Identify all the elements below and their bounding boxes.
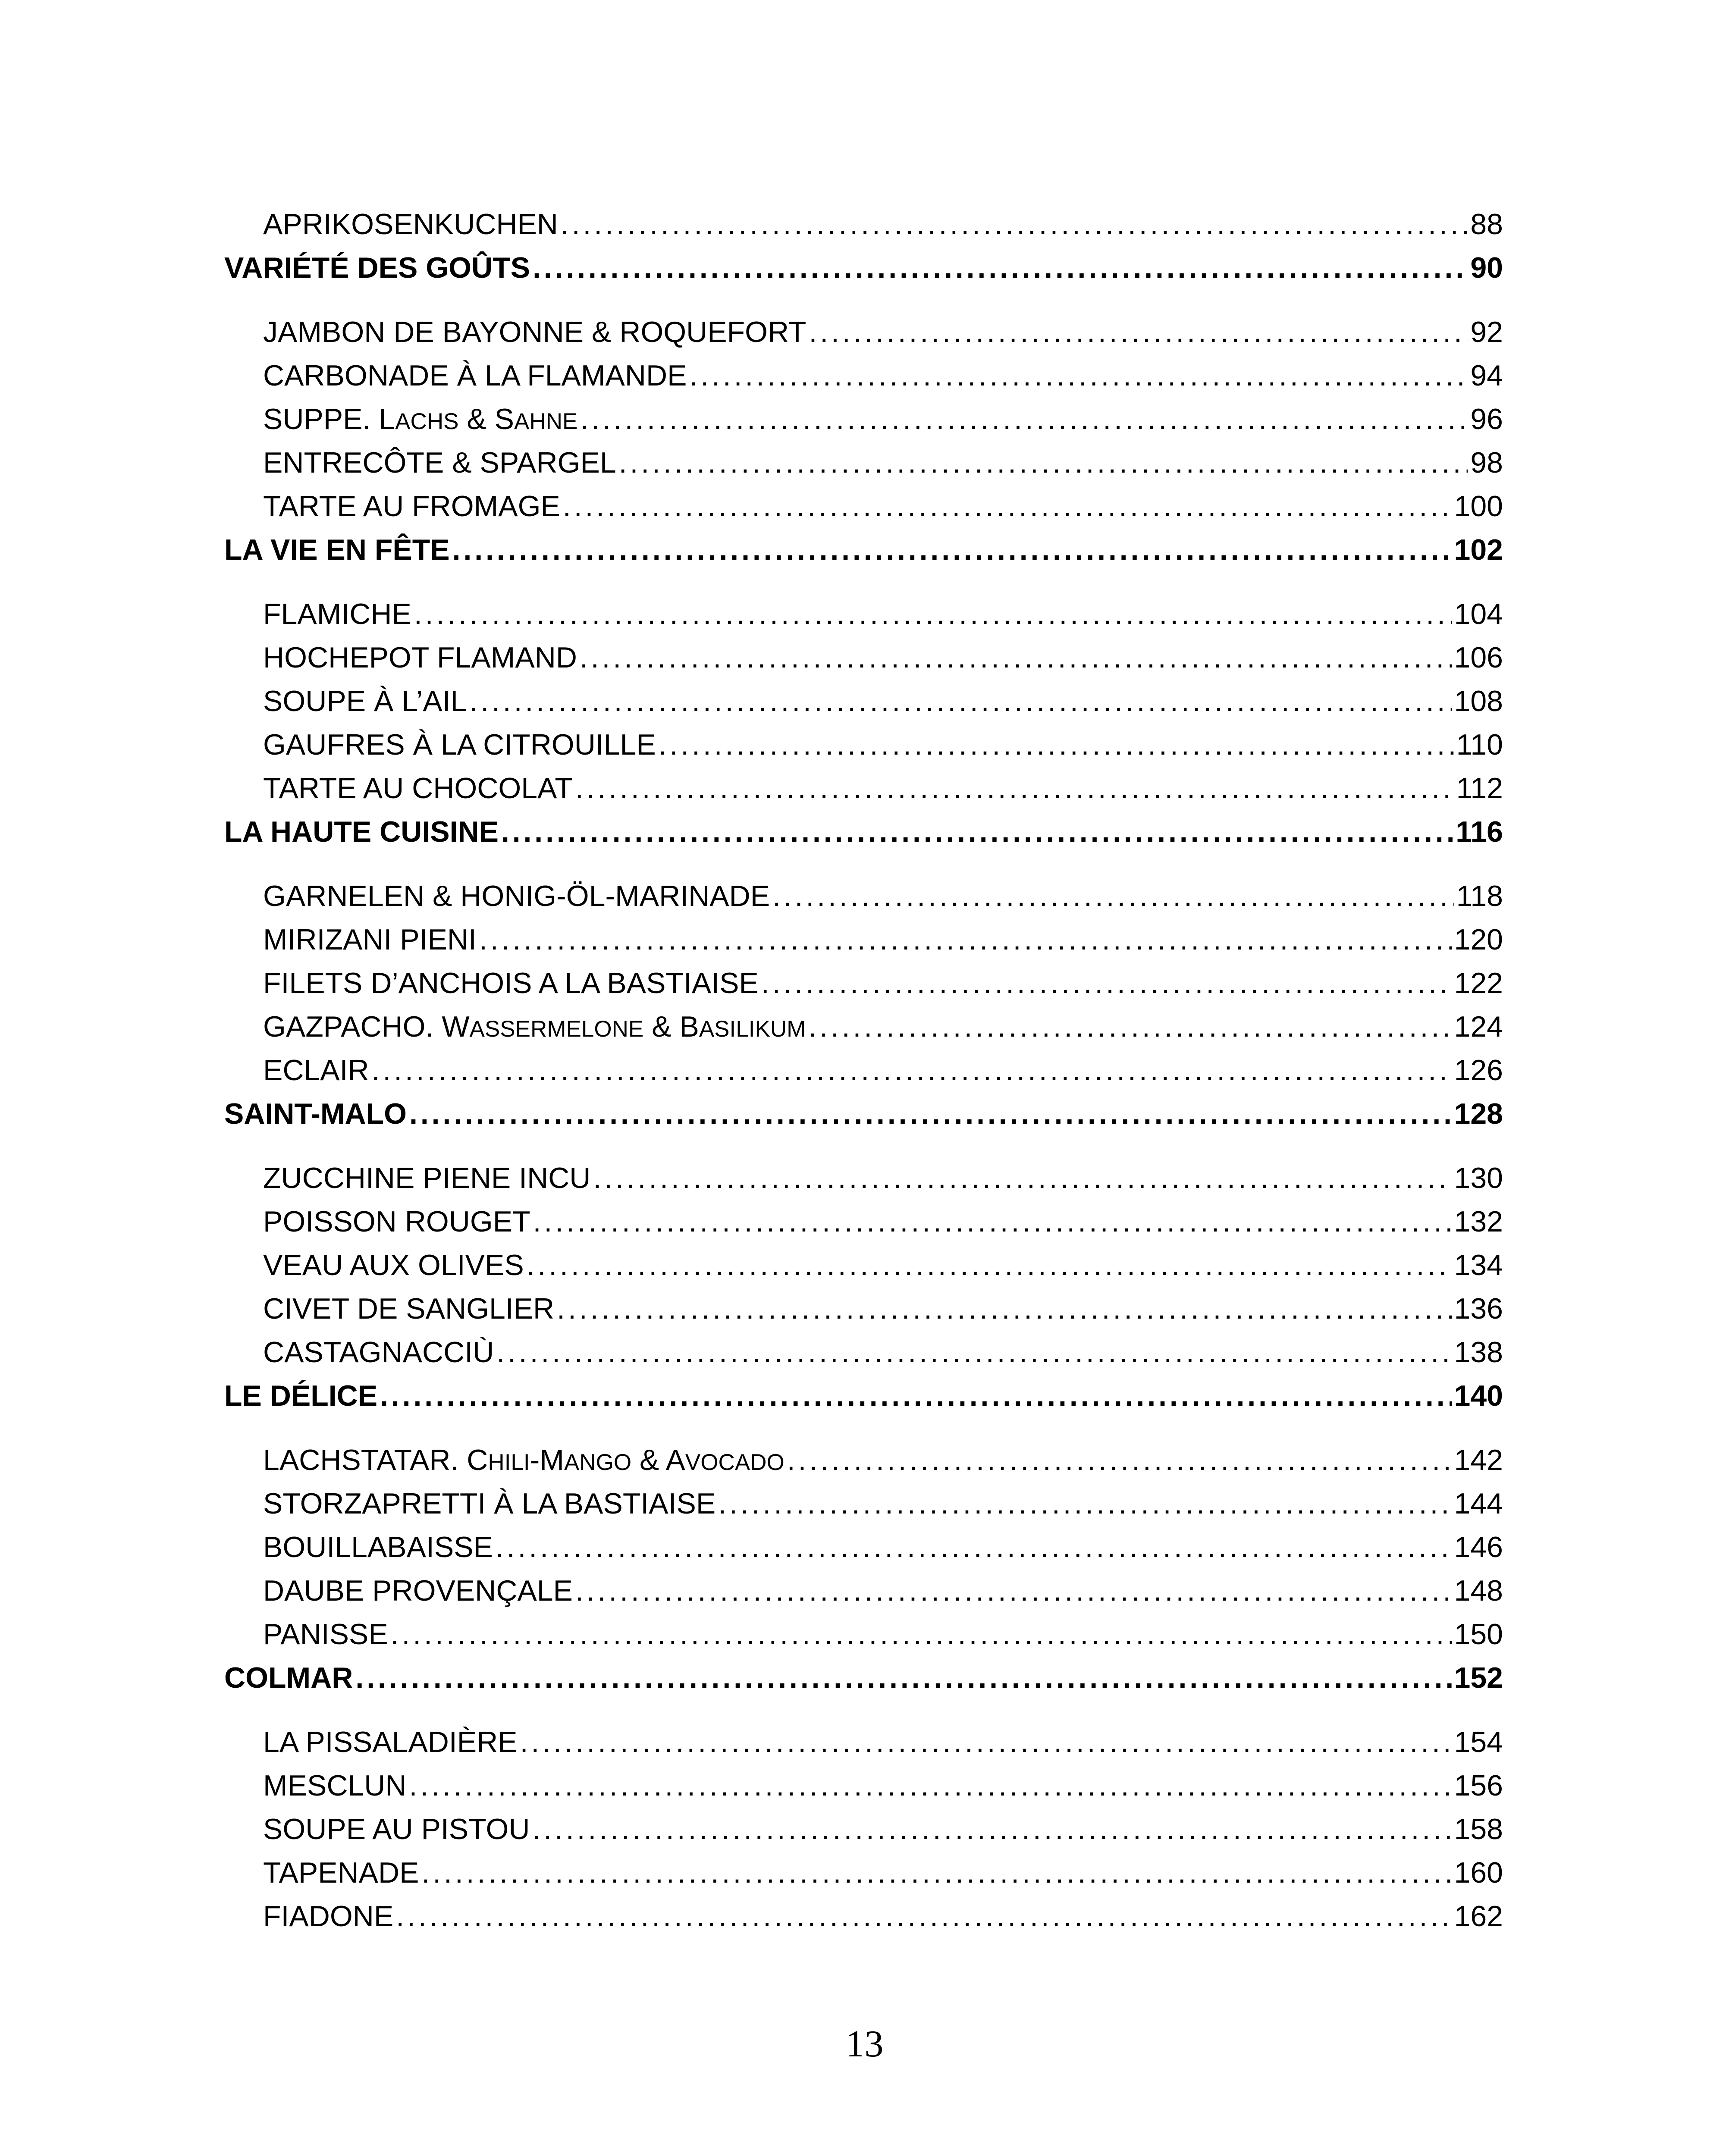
toc-entry-page: 134 [1454,1249,1503,1282]
dot-leader [501,810,1453,854]
toc-entry-page: 158 [1454,1813,1503,1846]
toc-entry[interactable] [224,1200,1503,1244]
dot-leader [520,1720,1452,1764]
toc-entry-page: 112 [1456,772,1503,805]
toc-entry-page: 142 [1454,1444,1503,1476]
toc-entry[interactable] [224,1156,1503,1200]
toc-entry-title: GARNELEN & HONIG-ÖL-MARINADE [263,880,770,912]
toc-entry[interactable] [224,1049,1503,1092]
toc-entry-page: 128 [1454,1097,1503,1130]
toc-entry-title: SAINT-MALO [224,1097,407,1130]
toc-entry-title: HOCHEPOT FLAMAND [263,641,577,674]
dot-leader [575,1569,1452,1613]
dot-leader [414,592,1452,636]
dot-leader [619,441,1468,485]
toc-entry[interactable] [224,1569,1503,1613]
toc-entry[interactable] [224,310,1503,354]
toc-entry-title: STORZAPRETTI À LA BASTIAISE [263,1487,716,1520]
dot-leader [469,680,1451,723]
toc-entry[interactable] [224,1005,1503,1049]
toc-entry-title: VARIÉTÉ DES GOÛTS [224,251,530,284]
toc-entry[interactable] [224,398,1503,441]
toc-entry-title: FLAMICHE [263,598,411,630]
toc-entry-title: MIRIZANI PIENI [263,923,477,956]
toc-entry-page: 140 [1454,1379,1503,1412]
toc-entry-page: 100 [1454,490,1503,523]
dot-leader [808,1005,1451,1049]
toc-entry-page: 152 [1454,1661,1503,1694]
dot-leader [689,354,1468,398]
dot-leader [479,918,1452,962]
dot-leader [557,1287,1451,1331]
toc-entry[interactable] [224,1331,1503,1374]
toc-entry-title: ECLAIR [263,1054,369,1087]
toc-entry[interactable] [224,1895,1503,1938]
toc-entry-page: 130 [1454,1162,1503,1194]
toc-entry-page: 118 [1456,880,1503,912]
dot-leader [580,636,1452,680]
dot-leader [561,203,1468,246]
toc-entry-page: 98 [1470,446,1503,479]
toc-entry-title: APRIKOSENKUCHEN [263,208,558,241]
toc-entry[interactable] [224,1720,1503,1764]
toc-entry-title: TARTE AU CHOCOLAT [263,772,573,805]
toc-entry-page: 92 [1470,316,1503,348]
dot-leader [533,246,1468,290]
toc-entry-page: 154 [1454,1726,1503,1758]
toc-entry-page: 136 [1454,1292,1503,1325]
dot-leader [761,962,1452,1005]
toc-entry-page: 156 [1454,1769,1503,1802]
toc-section-entry[interactable] [224,1092,1503,1136]
toc-entry[interactable] [224,485,1503,528]
toc-entry-page: 108 [1454,685,1503,718]
toc-entry-page: 126 [1454,1054,1503,1087]
toc-entry-title: LA HAUTE CUISINE [224,815,499,848]
toc-entry[interactable] [224,1244,1503,1287]
toc-entry-title: CARBONADE À LA FLAMANDE [263,359,687,392]
toc-entry-title: FILETS D’ANCHOIS A LA BASTIAISE [263,967,759,1000]
toc-entry-page: 146 [1454,1531,1503,1564]
dot-leader [787,1438,1452,1482]
toc-entry[interactable] [224,592,1503,636]
dot-leader [421,1851,1451,1895]
toc-entry-title: POISSON ROUGET [263,1205,530,1238]
toc-entry-page: 132 [1454,1205,1503,1238]
dot-leader [452,528,1452,572]
toc-entry-title: LA VIE EN FÊTE [224,533,450,566]
toc-section-entry[interactable] [224,1374,1503,1418]
toc-entry-page: 104 [1454,598,1503,630]
toc-entry[interactable] [224,1482,1503,1526]
dot-leader [593,1156,1451,1200]
toc-section-entry[interactable] [224,1656,1503,1700]
dot-leader [718,1482,1451,1526]
toc-entry-title: SOUPE AU PISTOU [263,1813,530,1846]
toc-entry[interactable] [224,723,1503,767]
toc-section-entry[interactable] [224,246,1503,290]
dot-leader [396,1895,1451,1938]
dot-leader [563,485,1452,528]
dot-leader [527,1244,1452,1287]
toc-entry-title: SOUPE À L’AIL [263,685,467,718]
dot-leader [355,1656,1451,1700]
toc-entry-page: 96 [1470,403,1503,436]
toc-entry-page: 120 [1454,923,1503,956]
toc-entry-page: 116 [1456,815,1503,848]
toc-entry-page: 162 [1454,1900,1503,1933]
toc-entry[interactable] [224,636,1503,680]
toc-entry[interactable] [224,1438,1503,1482]
toc-entry-title: DAUBE PROVENÇALE [263,1574,573,1607]
toc-entry-title: GAUFRES À LA CITROUILLE [263,728,656,761]
dot-leader [659,723,1454,767]
toc-entry[interactable] [224,1287,1503,1331]
toc-entry-title: FIADONE [263,1900,394,1933]
toc-entry-title: CASTAGNACCIÙ [263,1336,494,1369]
toc-entry-title: ENTRECÔTE & SPARGEL [263,446,616,479]
dot-leader [772,874,1454,918]
dot-leader [496,1526,1452,1569]
dot-leader [372,1049,1452,1092]
toc-entry[interactable] [224,767,1503,810]
toc-entry-title: SUPPE. LACHS & SAHNE [263,403,578,436]
toc-entry[interactable] [224,1526,1503,1569]
toc-entry[interactable] [224,918,1503,962]
toc-entry-title: PANISSE [263,1618,388,1651]
toc-entry-title: LACHSTATAR. CHILI-MANGO & AVOCADO [263,1444,784,1476]
toc-entry-title: MESCLUN [263,1769,407,1802]
toc-entry-page: 110 [1456,728,1503,761]
toc-entry[interactable] [224,1808,1503,1851]
toc-entry[interactable] [224,441,1503,485]
toc-entry[interactable] [224,1613,1503,1656]
toc-entry[interactable] [224,680,1503,723]
toc-entry-page: 160 [1454,1856,1503,1889]
toc-entry[interactable] [224,1764,1503,1808]
dot-leader [809,310,1468,354]
toc-entry-title: ZUCCHINE PIENE INCU [263,1162,591,1194]
dot-leader [409,1092,1451,1136]
toc-entry-page: 102 [1454,533,1503,566]
toc-entry[interactable] [224,203,1503,246]
toc-entry-page: 106 [1454,641,1503,674]
toc-section-entry[interactable] [224,810,1503,854]
toc-entry[interactable] [224,962,1503,1005]
toc-entry-title: JAMBON DE BAYONNE & ROQUEFORT [263,316,806,348]
toc-entry-title: BOUILLABAISSE [263,1531,493,1564]
dot-leader [391,1613,1452,1656]
toc-entry-page: 148 [1454,1574,1503,1607]
toc-entry-page: 88 [1470,208,1503,241]
toc-entry-page: 90 [1470,251,1503,284]
table-of-contents [224,203,1503,1938]
toc-entry-page: 144 [1454,1487,1503,1520]
toc-entry-page: 94 [1470,359,1503,392]
dot-leader [575,767,1454,810]
page-number: 13 [845,2023,884,2065]
dot-leader [409,1764,1452,1808]
toc-entry-title: LA PISSALADIÈRE [263,1726,518,1758]
toc-entry-title: VEAU AUX OLIVES [263,1249,524,1282]
toc-entry-title: GAZPACHO. WASSERMELONE & BASILIKUM [263,1010,806,1043]
toc-entry-page: 122 [1454,967,1503,1000]
toc-entry-title: LE DÉLICE [224,1379,378,1412]
dot-leader [580,398,1468,441]
dot-leader [533,1200,1452,1244]
toc-entry[interactable] [224,874,1503,918]
toc-entry-page: 150 [1454,1618,1503,1651]
toc-entry-page: 124 [1454,1010,1503,1043]
toc-entry[interactable] [224,1851,1503,1895]
toc-entry-page: 138 [1454,1336,1503,1369]
toc-section-entry[interactable] [224,528,1503,572]
toc-entry-title: COLMAR [224,1661,353,1694]
toc-entry-title: CIVET DE SANGLIER [263,1292,555,1325]
toc-entry-title: TAPENADE [263,1856,419,1889]
dot-leader [380,1374,1451,1418]
dot-leader [496,1331,1451,1374]
dot-leader [532,1808,1451,1851]
toc-entry-title: TARTE AU FROMAGE [263,490,560,523]
toc-entry[interactable] [224,354,1503,398]
